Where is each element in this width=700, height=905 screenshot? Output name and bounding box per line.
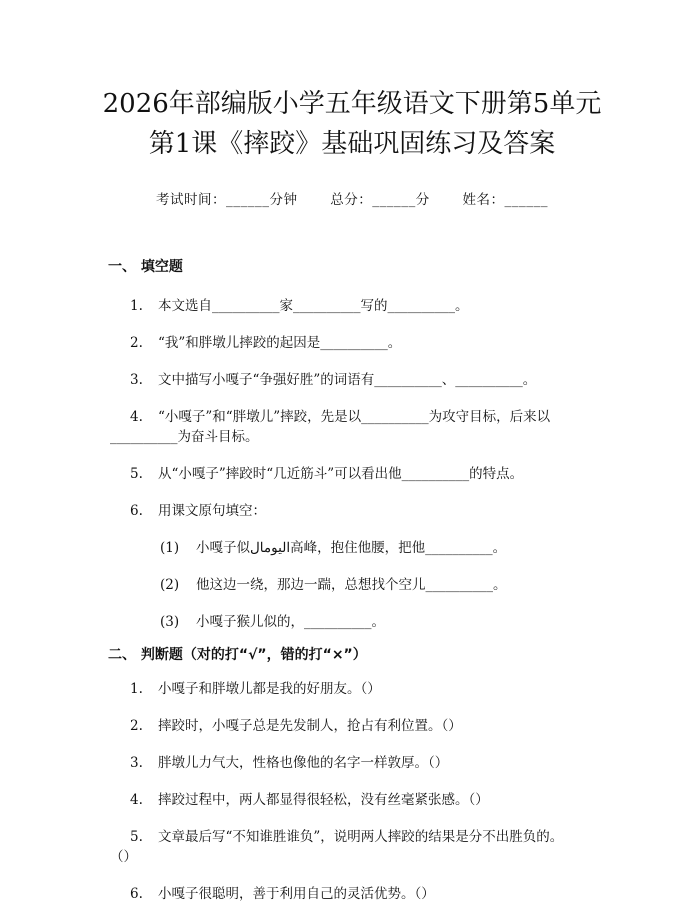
fill-question-3: 3. 文中描写小嘎子“争强好胜”的词语有__________、__________。 xyxy=(130,372,537,388)
document-title xyxy=(100,0,604,164)
section-2-title: 二、 判断题（对的打“√”，错的打“×”） xyxy=(108,647,367,663)
exam-meta xyxy=(100,188,604,208)
fill-question-2: 2. “我”和胖墩儿摔跤的起因是__________。 xyxy=(130,335,402,351)
fill-subquestion-2: (2) 他这边一绕，那边一踹，总想找个空儿__________。 xyxy=(160,577,507,593)
fill-question-4: 4. “小嘎子”和“胖墩儿”摔跤，先是以__________为攻守目标，后来以 __________为奋斗目标。 xyxy=(110,409,551,445)
fill-question-1: 1. 本文选自__________家__________写的__________。 xyxy=(130,298,469,314)
exam-name: 姓名：______ xyxy=(462,192,549,208)
exam-score: 总分：______分 xyxy=(330,192,430,208)
judge-question-4: 4. 摔跤过程中，两人都显得很轻松，没有丝毫紧张感。（） xyxy=(130,792,489,808)
judge-question-2: 2. 摔跤时，小嘎子总是先发制人，抢占有利位置。（） xyxy=(130,718,462,734)
judge-question-5: 5. 文章最后写“不知谁胜谁负”，说明两人摔跤的结果是分不出胜负的。 （） xyxy=(110,829,564,865)
title-line-2: 第1课《摔跤》基础巩固练习及答案 xyxy=(148,129,556,159)
fill-subquestion-3: (3) 小嘎子猴儿似的，__________。 xyxy=(160,614,385,630)
fill-subquestion-1: (1) 小嘎子似اليومال高峰，抱住他腰，把他__________。 xyxy=(160,540,507,556)
fill-question-5: 5. 从“小嘎子”摔跤时“几近筋斗”可以看出他__________的特点。 xyxy=(130,466,524,482)
title-line-1: 2026年部编版小学五年级语文下册第5单元 xyxy=(102,89,602,119)
fill-question-6: 6. 用课文原句填空： xyxy=(130,503,266,519)
exam-time: 考试时间：______分钟 xyxy=(155,192,298,208)
judge-question-6: 6. 小嘎子很聪明，善于利用自己的灵活优势。（） xyxy=(130,886,435,902)
judge-question-3: 3. 胖墩儿力气大，性格也像他的名字一样敦厚。（） xyxy=(130,755,449,771)
section-1-title: 一、 填空题 xyxy=(108,259,183,275)
judge-question-1: 1. 小嘎子和胖墩儿都是我的好朋友。（） xyxy=(130,681,381,697)
